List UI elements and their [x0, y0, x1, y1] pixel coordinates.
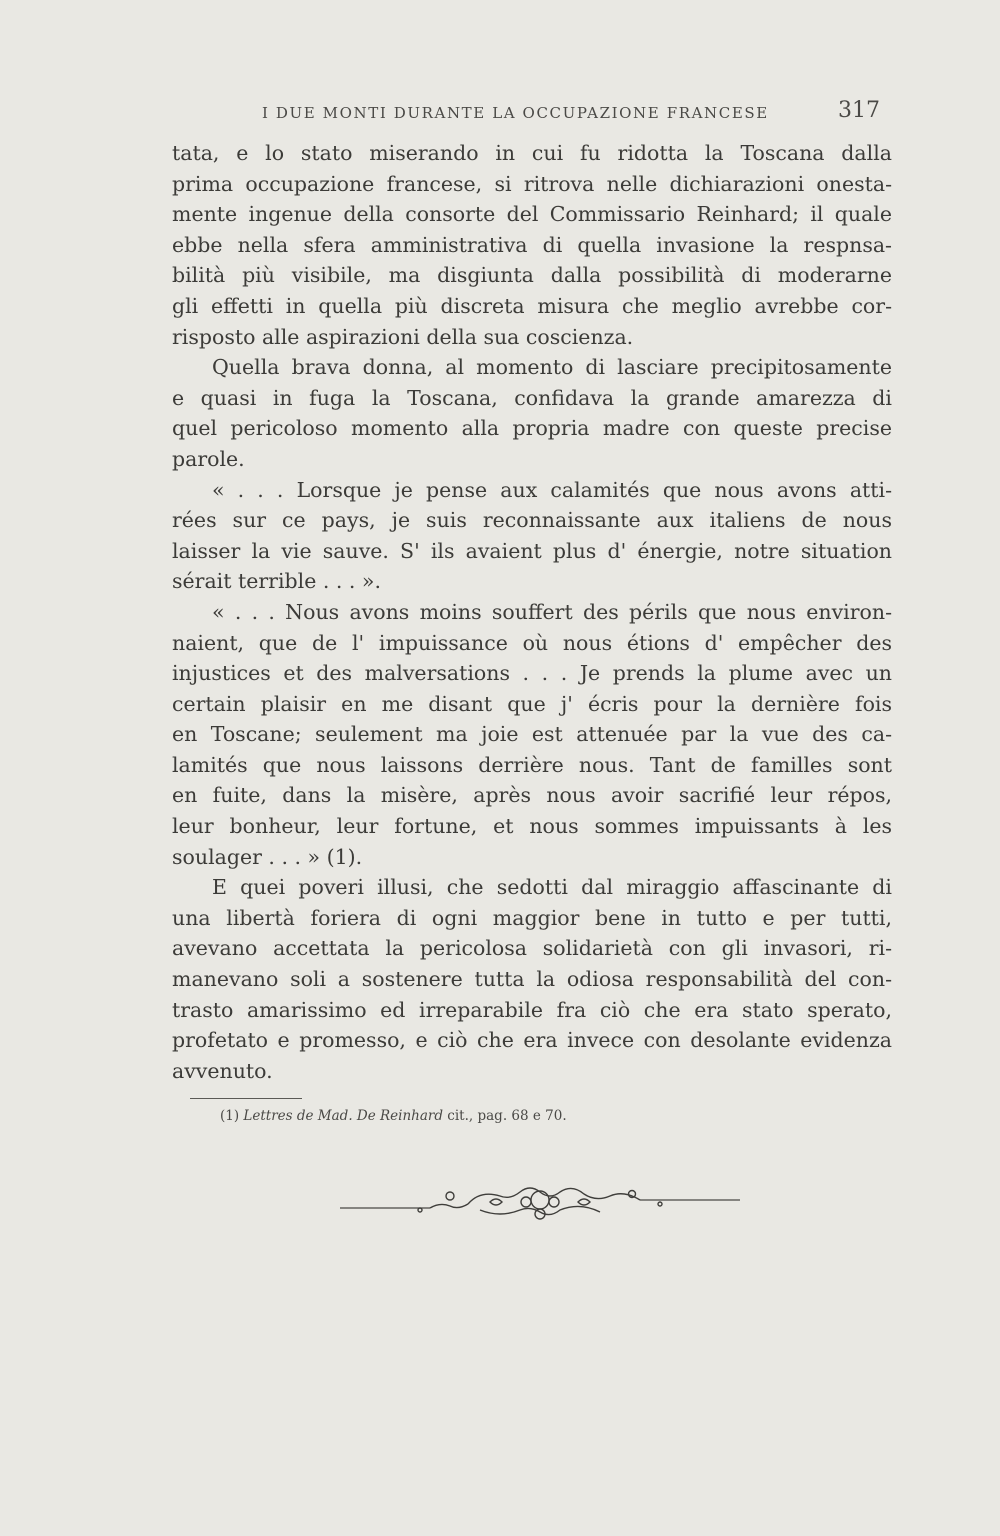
ornament-divider: [340, 1180, 740, 1230]
text-line: avevano accettata la pericolosa solidarietà con gli invasori, ri-: [172, 936, 892, 961]
text-line: trasto amarissimo ed irreparabile fra ciò che era stato sperato,: [172, 997, 892, 1022]
paragraph: [172, 138, 892, 352]
footnote-rest: cit., pag. 68 e 70.: [443, 1108, 567, 1124]
text-line: certain plaisir en me disant que j' écris pour la dernière fois: [172, 691, 892, 716]
paragraph: [172, 352, 892, 474]
text-line: en Toscane; seulement ma joie est attenuée par la vue des ca-: [172, 722, 892, 747]
footnote: [220, 1108, 567, 1124]
footnote-title: Lettres de Mad. De Reinhard: [243, 1108, 444, 1124]
text-line: gli effetti in quella più discreta misura che meglio avrebbe cor-: [172, 293, 892, 318]
text-line: tata, e lo stato miserando in cui fu ridotta la Toscana dalla: [172, 141, 892, 165]
text-line: naient, que de l' impuissance où nous étions d' empêcher des: [172, 630, 892, 655]
text-line: profetato e promesso, e ciò che era invece con desolante evidenza: [172, 1028, 892, 1053]
text-line: « . . . Nous avons moins souffert des périls que nous environ-: [212, 599, 892, 624]
text-line: risposto alle aspirazioni della sua coscienza.: [172, 324, 634, 349]
text-line: injustices et des malversations . . . Je prends la plume avec un: [172, 661, 892, 686]
footnote-marker: (1): [220, 1108, 240, 1124]
body-text: [172, 138, 892, 1086]
text-line: E quei poveri illusi, che sedotti dal miraggio affascinante di: [212, 875, 892, 900]
text-line: quel pericoloso momento alla propria madre con queste precise: [172, 416, 892, 441]
text-line: e quasi in fuga la Toscana, confidava la grande amarezza di: [172, 385, 892, 410]
text-line: prima occupazione francese, si ritrova nelle dichiarazioni onesta-: [172, 171, 892, 196]
text-line: ebbe nella sfera amministrativa di quella invasione la respnsa-: [172, 232, 892, 257]
text-line: avvenuto.: [172, 1058, 273, 1083]
footnote-rule: [190, 1098, 302, 1099]
text-line: mente ingenue della consorte del Commissario Reinhard; il quale: [172, 202, 892, 227]
text-line: laisser la vie sauve. S' ils avaient plus d' énergie, notre situation: [172, 538, 892, 563]
text-line: soulager . . . » (1).: [172, 844, 363, 869]
text-line: sérait terrible . . . ».: [172, 569, 381, 594]
page-number: 317: [838, 98, 880, 123]
paragraph: [172, 475, 892, 597]
running-head: I DUE MONTI DURANTE LA OCCUPAZIONE FRANCESE: [262, 104, 769, 122]
text-line: una libertà foriera di ogni maggior bene in tutto e per tutti,: [172, 905, 892, 930]
text-line: en fuite, dans la misère, après nous avoir sacrifié leur répos,: [172, 783, 892, 808]
text-line: rées sur ce pays, je suis reconnaissante aux italiens de nous: [172, 508, 892, 533]
paragraph: [172, 872, 892, 1086]
text-line: parole.: [172, 446, 245, 471]
text-line: leur bonheur, leur fortune, et nous sommes impuissants à les: [172, 814, 892, 839]
text-line: bilità più visibile, ma disgiunta dalla possibilità di moderarne: [172, 263, 892, 288]
text-line: lamités que nous laissons derrière nous. Tant de familles sont: [172, 752, 892, 777]
text-line: Quella brava donna, al momento di lasciare precipitosamente: [212, 355, 892, 380]
text-line: manevano soli a sostenere tutta la odiosa responsabilità del con-: [172, 967, 892, 992]
ornament-flourish: [418, 1188, 662, 1219]
text-line: « . . . Lorsque je pense aux calamités que nous avons atti-: [212, 477, 892, 502]
paragraph: [172, 597, 892, 872]
